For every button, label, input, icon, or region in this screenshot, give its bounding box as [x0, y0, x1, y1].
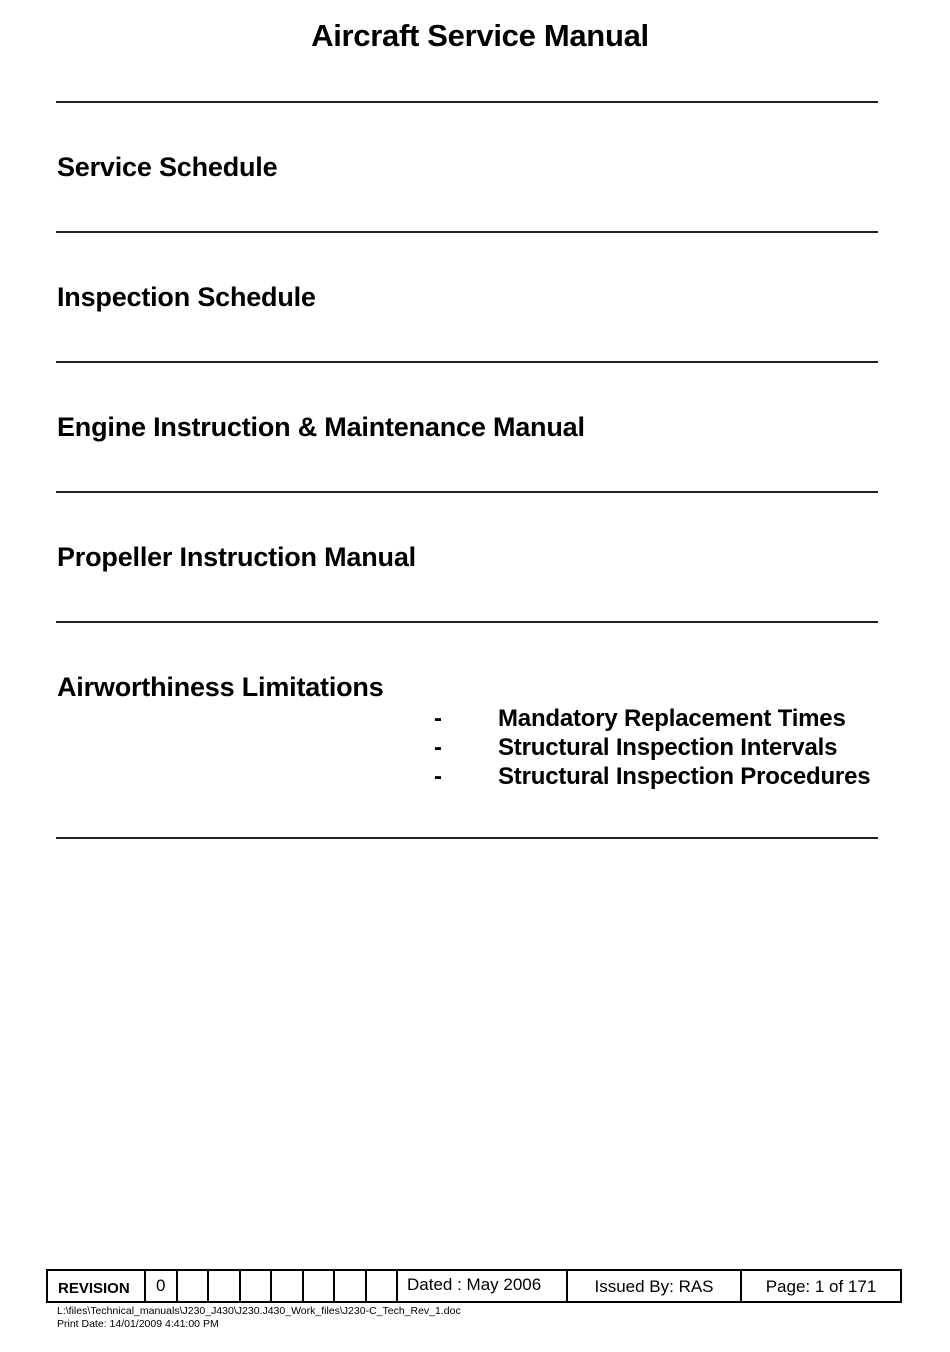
- airworthiness-item: [434, 705, 846, 733]
- divider: [56, 621, 878, 623]
- section-service-schedule: Service Schedule: [57, 152, 278, 182]
- revision-cell: 0: [146, 1271, 178, 1301]
- revision-cell: [272, 1271, 304, 1301]
- item-label: Structural Inspection Procedures: [498, 763, 871, 790]
- section-engine-manual: Engine Instruction & Maintenance Manual: [57, 412, 585, 442]
- revision-cell: [209, 1271, 241, 1301]
- bullet-dash: -: [434, 763, 442, 790]
- revision-cell: [241, 1271, 273, 1301]
- page-number-cell: Page: 1 of 171: [765, 1277, 877, 1296]
- revision-label: REVISION: [48, 1271, 146, 1301]
- revision-cell: [304, 1271, 336, 1301]
- divider: [56, 361, 878, 363]
- divider: [56, 491, 878, 493]
- divider: [56, 231, 878, 233]
- revision-cell: [367, 1271, 399, 1301]
- revision-footer-table: [46, 1269, 902, 1303]
- dated-cell: Dated : May 2006: [398, 1271, 568, 1301]
- revision-cell: [335, 1271, 367, 1301]
- section-inspection-schedule: Inspection Schedule: [57, 282, 316, 312]
- print-date: Print Date: 14/01/2009 4:41:00 PM: [57, 1318, 219, 1330]
- file-path: L:\files\Technical_manuals\J230_J430\J230.J430_Work_files\J230-C_Tech_Rev_1.doc: [57, 1305, 461, 1317]
- section-propeller-manual: Propeller Instruction Manual: [57, 542, 416, 572]
- section-airworthiness-limitations: Airworthiness Limitations: [57, 672, 384, 702]
- airworthiness-item: [434, 763, 870, 791]
- bullet-dash: -: [434, 734, 442, 761]
- airworthiness-item: [434, 734, 837, 762]
- item-label: Structural Inspection Intervals: [498, 734, 838, 761]
- issued-by-cell: Issued By: RAS: [568, 1271, 742, 1301]
- divider: [56, 101, 878, 103]
- divider: [56, 837, 878, 839]
- item-label: Mandatory Replacement Times: [498, 705, 846, 732]
- bullet-dash: -: [434, 705, 442, 732]
- document-title: Aircraft Service Manual: [311, 18, 649, 53]
- revision-cell: [178, 1271, 210, 1301]
